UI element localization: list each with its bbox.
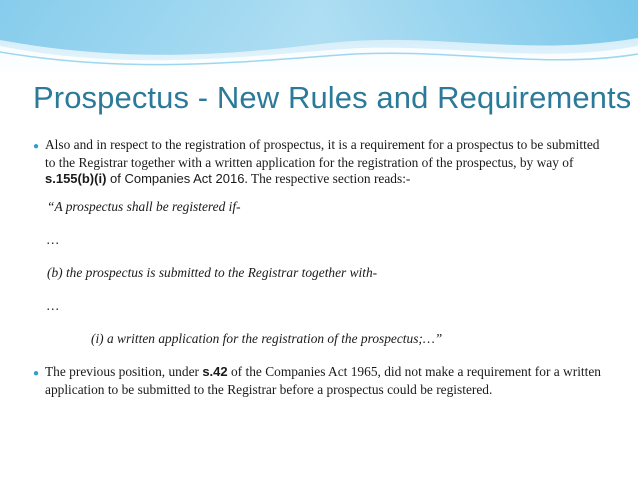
act-name: of Companies Act 2016 (106, 171, 245, 186)
p2-text-a: The previous position, under (45, 364, 203, 379)
paragraph-registration (33, 137, 613, 187)
bullet-icon: ● (33, 368, 40, 379)
quote-line-3: (i) a written application for the registration of the prospectus;…” (91, 331, 443, 346)
header-banner (0, 0, 638, 72)
paragraph-previous-position (33, 364, 613, 398)
slide-title: Prospectus - New Rules and Requirements (33, 80, 632, 115)
quote-line-2: (b) the prospectus is submitted to the Registrar together with- (47, 265, 378, 280)
quote-line-1: “A prospectus shall be registered if- (47, 199, 241, 214)
slide-body (33, 137, 613, 398)
p1-text-a: Also and in respect to the registration of prospectus, it is a requirement for a prospectus to be submitted to the Registrar together with a written application for the registration of the prospectus, by way of (45, 137, 600, 170)
section-ref: s.155(b)(i) (45, 171, 107, 186)
bullet-icon: ● (33, 141, 40, 152)
quote-ellipsis-2: … (47, 298, 59, 313)
p1-text-c: . The respective section reads:- (244, 171, 411, 186)
p2-text-b: of the Companies Act 1965, did not make a requirement for a written application to be submitted to the Registrar before a prospectus could be registered. (45, 364, 601, 397)
section-ref-old: s.42 (202, 364, 228, 379)
quote-ellipsis-1: … (47, 232, 59, 247)
